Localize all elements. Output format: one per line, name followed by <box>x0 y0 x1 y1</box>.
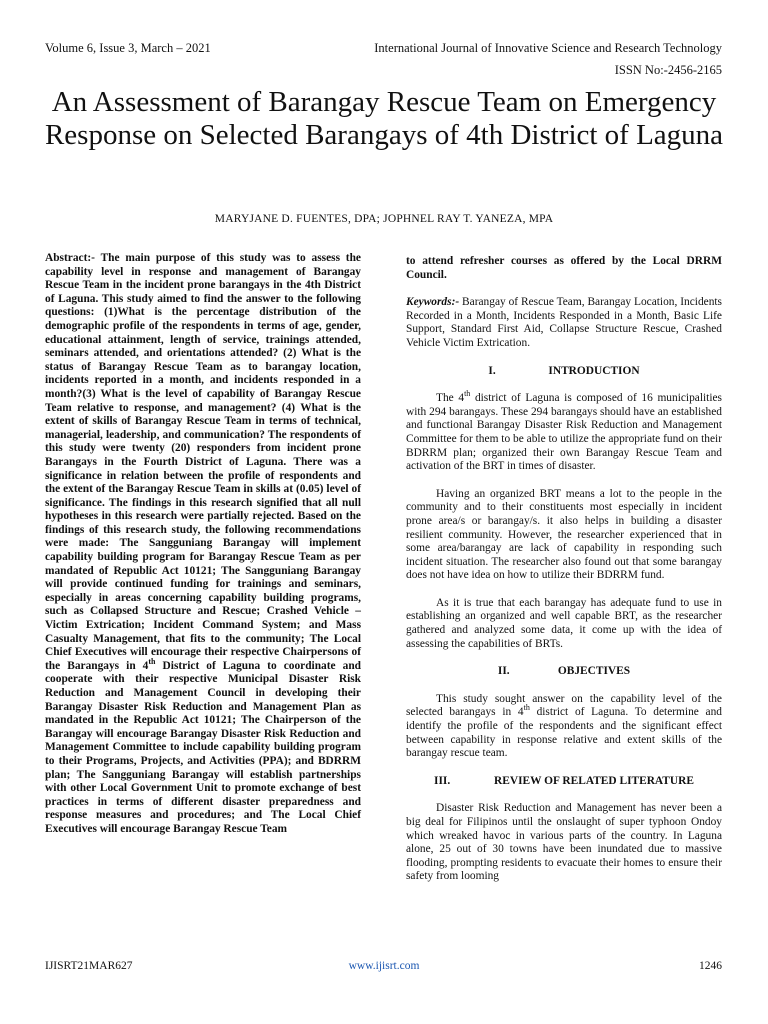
keywords <box>406 296 722 350</box>
section-title: OBJECTIVES <box>557 665 631 678</box>
section-number: I. <box>488 364 496 377</box>
authors: MARYJANE D. FUENTES, DPA; JOPHNEL RAY T. YANEZA, MPA <box>214 213 554 225</box>
intro-paragraph-2: Having an organized BRT means a lot to the people in the community and to their constituents most especially in incident prone area/s or barangay/s. it also helps in building a disaster resilient community. However, the researcher experienced that in some area/barangay are lack of capability in responding such incident situation. The researcher also found out that some barangay does not have idea on how to utilize their BDRRM fund. <box>406 487 722 582</box>
abstract-sup: th <box>148 657 156 667</box>
section-heading-review <box>406 775 722 789</box>
section-heading-introduction <box>406 365 722 379</box>
journal-name: International Journal of Innovative Science and Research Technology <box>374 41 722 55</box>
abstract-text-1: Abstract:- The main purpose of this study was to assess the capability level in response and management of Barangay Rescue Team in the incident prone barangays in the 4th District of Laguna. This study aimed to find the answer to the following questions: (1)What is the percentage distribution of the demographic profile of the respondents in terms of age, gender, educational attainment, length of service, trainings attended, seminars attended, and orientations attended? (2) What is the status of Barangay Rescue Team as to barangay location, incidents reported in a month, and incidents responded in a month?(3) What is the level of capability of Barangay Rescue Team relative to response, and management? (4) What is the extent of skills of Barangay Rescue Team in terms of technical, managerial, leadership, and communication? The respondents of this study were twenty (20) responders from incident prone Barangays in the Fourth District of Laguna. There was a significance in relation between the profile of respondents and the extent of the Barangay Rescue Team in skills at (0.05) level of significance. The findings in this research signified that all null hypotheses in this research were partially rejected. Based on the findings of this research study, the following recommendations were made: The Sangguniang Barangay will implement capability building program for Barangay Rescue Team as per mandated of Republic Act 10121; The Sangguniang Barangay will provide continued funding for trainings and seminars, especially in areas concerning capability building programs, such as Collapsed Structure and Rescue; Crashed Vehicle – Victim Extrication; Incident Command System; and Mass Casualty Management, that fits to the community; The Local Chief Executives will encourage their respective Chairpersons of the Barangays in 4 <box>45 252 361 672</box>
paper-title: An Assessment of Barangay Rescue Team on Emergency Response on Selected Barangays of 4th District of Laguna <box>44 86 724 151</box>
section-title: REVIEW OF RELATED LITERATURE <box>494 774 694 787</box>
intro-p1-sup: th <box>464 389 471 399</box>
journal-url-link[interactable]: www.ijisrt.com <box>348 960 420 972</box>
abstract-continued: to attend refresher courses as offered by the Local DRRM Council. <box>406 255 722 281</box>
section-number: II. <box>497 665 510 678</box>
keywords-text: Barangay of Rescue Team, Barangay Location, Incidents Recorded in a Month, Incidents Responded in a Month, Basic Life Support, Standard First Aid, Collapse Structure Rescue, Crashed Vehicle Victim Extrication. <box>406 296 722 349</box>
issn: ISSN No:-2456-2165 <box>614 63 722 77</box>
objectives-text-2: district of Laguna. To determine and identify the profile of the respondents and the significant effect between capability in response relative and extent skills of the barangay rescue team. <box>406 706 722 760</box>
intro-p1-text: The 4 <box>436 392 465 405</box>
abstract-text-2: District of Laguna to coordinate and cooperate with their respective Municipal Disaster Risk Reduction and Management Council in developing their Barangay Disaster Risk Reduction and Management Plan as mandated in the Republic Act 10121; The Chairperson of the Barangay will encourage Barangay Disaster Risk Reduction and Management Committee to include capability building program to their Programs, Projects, and Activities (PPA); and BDRRM plan; The Sangguniang Barangay will establish partnerships with other Local Government Unit to promote exchange of best practices in terms of different disaster preparedness and response measures and procedures; and The Local Chief Executives will encourage Barangay Rescue Team <box>45 659 361 835</box>
intro-p1-text-2: district of Laguna is composed of 16 municipalities with 294 barangays. These 294 barangays should have an established and functional Barangay Disaster Risk Reduction and Management Committee for them to be able to utilize the appropriate fund on their BDRRM plan; organized their own Barangay Rescue Team and activation of the BRT in times of disaster. <box>406 392 722 473</box>
objectives-paragraph <box>406 693 722 761</box>
section-heading-objectives <box>406 665 722 679</box>
volume-info: Volume 6, Issue 3, March – 2021 <box>45 41 211 55</box>
keywords-label: Keywords:- <box>406 296 460 309</box>
objectives-text: This study sought answer on the capability level of the selected barangays in 4 <box>406 692 722 719</box>
intro-paragraph-1 <box>406 389 722 474</box>
section-number: III. <box>434 774 451 787</box>
paper-code: IJISRT21MAR627 <box>45 960 133 972</box>
page-number: 1246 <box>699 960 722 972</box>
right-column <box>406 255 722 884</box>
review-paragraph-1: Disaster Risk Reduction and Management has never been a big deal for Filipinos until the onslaught of super typhoon Ondoy which wreaked havoc in various parts of the country. In Laguna alone, 25 out of 30 towns have been inundated due to massive flooding, prompting residents to evacuate their homes to ensure their safety from looming <box>406 802 722 883</box>
abstract <box>45 252 361 837</box>
intro-paragraph-3: As it is true that each barangay has adequate fund to use in establishing an organized and well capable BRT, as the researcher gathered and analyzed some data, it come up with the idea of assessing the capabilities of BRTs. <box>406 596 722 650</box>
left-column <box>45 252 361 837</box>
section-title: INTRODUCTION <box>548 364 640 377</box>
objectives-sup: th <box>523 703 530 713</box>
